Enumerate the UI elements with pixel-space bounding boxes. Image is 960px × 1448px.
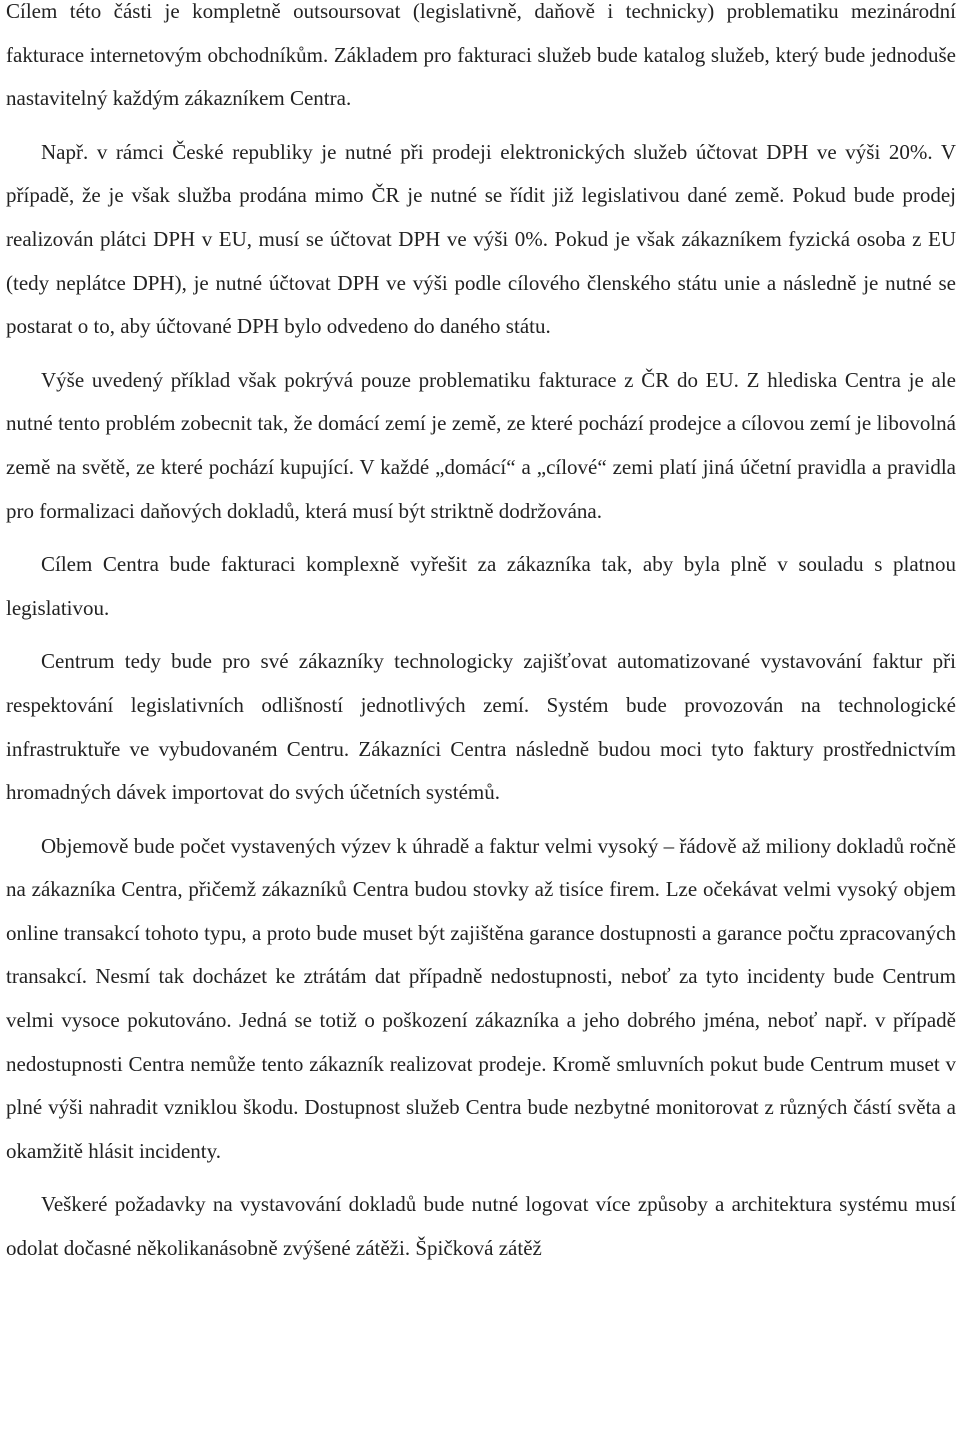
paragraph-volume-availability: Objemově bude počet vystavených výzev k úhradě a faktur velmi vysoký – řádově až miliony dokladů ročně na zákazníka Centra, přičemž zákazníků Centra budou stovky až tisíce firem. Lze očekávat velmi vysoký objem online transakcí tohoto typu, a proto bude muset být zajištěna garance dostupnosti a garance počtu zpracovaných transakcí. Nesmí tak docházet ke ztrátám dat případně nedostupnosti, neboť za tyto incidenty bude Centrum velmi vysoce pokutováno. Jedná se totiž o poškození zákazníka a jeho dobrého jména, neboť např. v případě nedostupnosti Centra nemůže tento zákazník realizovat prodeje. Kromě smluvních pokut bude Centrum muset v plné výši nahradit vzniklou škodu. Dostupnost služeb Centra bude nezbytné monitorovat z různých částí světa a okamžitě hlásit incidenty. (6, 833, 956, 1163)
paragraph-centre-goal: Cílem Centra bude fakturaci komplexně vyřešit za zákazníka tak, aby byla plně v souladu s platnou legislativou. (6, 552, 956, 620)
paragraph-automated-invoicing: Centrum tedy bude pro své zákazníky technologicky zajišťovat automatizované vystavování faktur při respektování legislativních odlišností jednotlivých zemí. Systém bude provozován na technologické infrastruktuře ve vybudovaném Centru. Zákazníci Centra následně budou moci tyto faktury prostřednictvím hromadných dávek importovat do svých účetních systémů. (6, 649, 956, 805)
document-page (6, 0, 956, 1271)
paragraph-vat-example: Např. v rámci České republiky je nutné při prodeji elektronických služeb účtovat DPH ve výši 20%. V případě, že je však služba prodána mimo ČR je nutné se řídit již legislativou dané země. Pokud bude prodej realizován plátci DPH v EU, musí se účtovat DPH ve výši 0%. Pokud je však zákazníkem fyzická osoba z EU (tedy neplátce DPH), je nutné účtovat DPH ve výši podle cílového členského státu unie a následně je nutné se postarat o to, aby účtované DPH bylo odvedeno do daného státu. (6, 139, 956, 339)
paragraph-logging-architecture: Veškeré požadavky na vystavování dokladů bude nutné logovat více způsoby a architektura systému musí odolat dočasné několikanásobně zvýšené zátěži. Špičková zátěž (6, 1192, 956, 1261)
paragraph-outsourcing-goal: Cílem této části je kompletně outsoursovat (legislativně, daňově i technicky) problematiku mezinárodní fakturace internetovým obchodníkům. Základem pro fakturaci služeb bude katalog služeb, který bude jednoduše nastavitelný každým zákazníkem Centra. (6, 0, 956, 111)
paragraph-generalization: Výše uvedený příklad však pokrývá pouze problematiku fakturace z ČR do EU. Z hlediska Centra je ale nutné tento problém zobecnit tak, že domácí zemí je země, ze které pochází prodejce a cílovou zemí je libovolná země na světě, ze které pochází kupující. V každé „domácí“ a „cílové“ zemi platí jiná účetní pravidla a pravidla pro formalizaci daňových dokladů, která musí být striktně dodržována. (6, 367, 956, 523)
